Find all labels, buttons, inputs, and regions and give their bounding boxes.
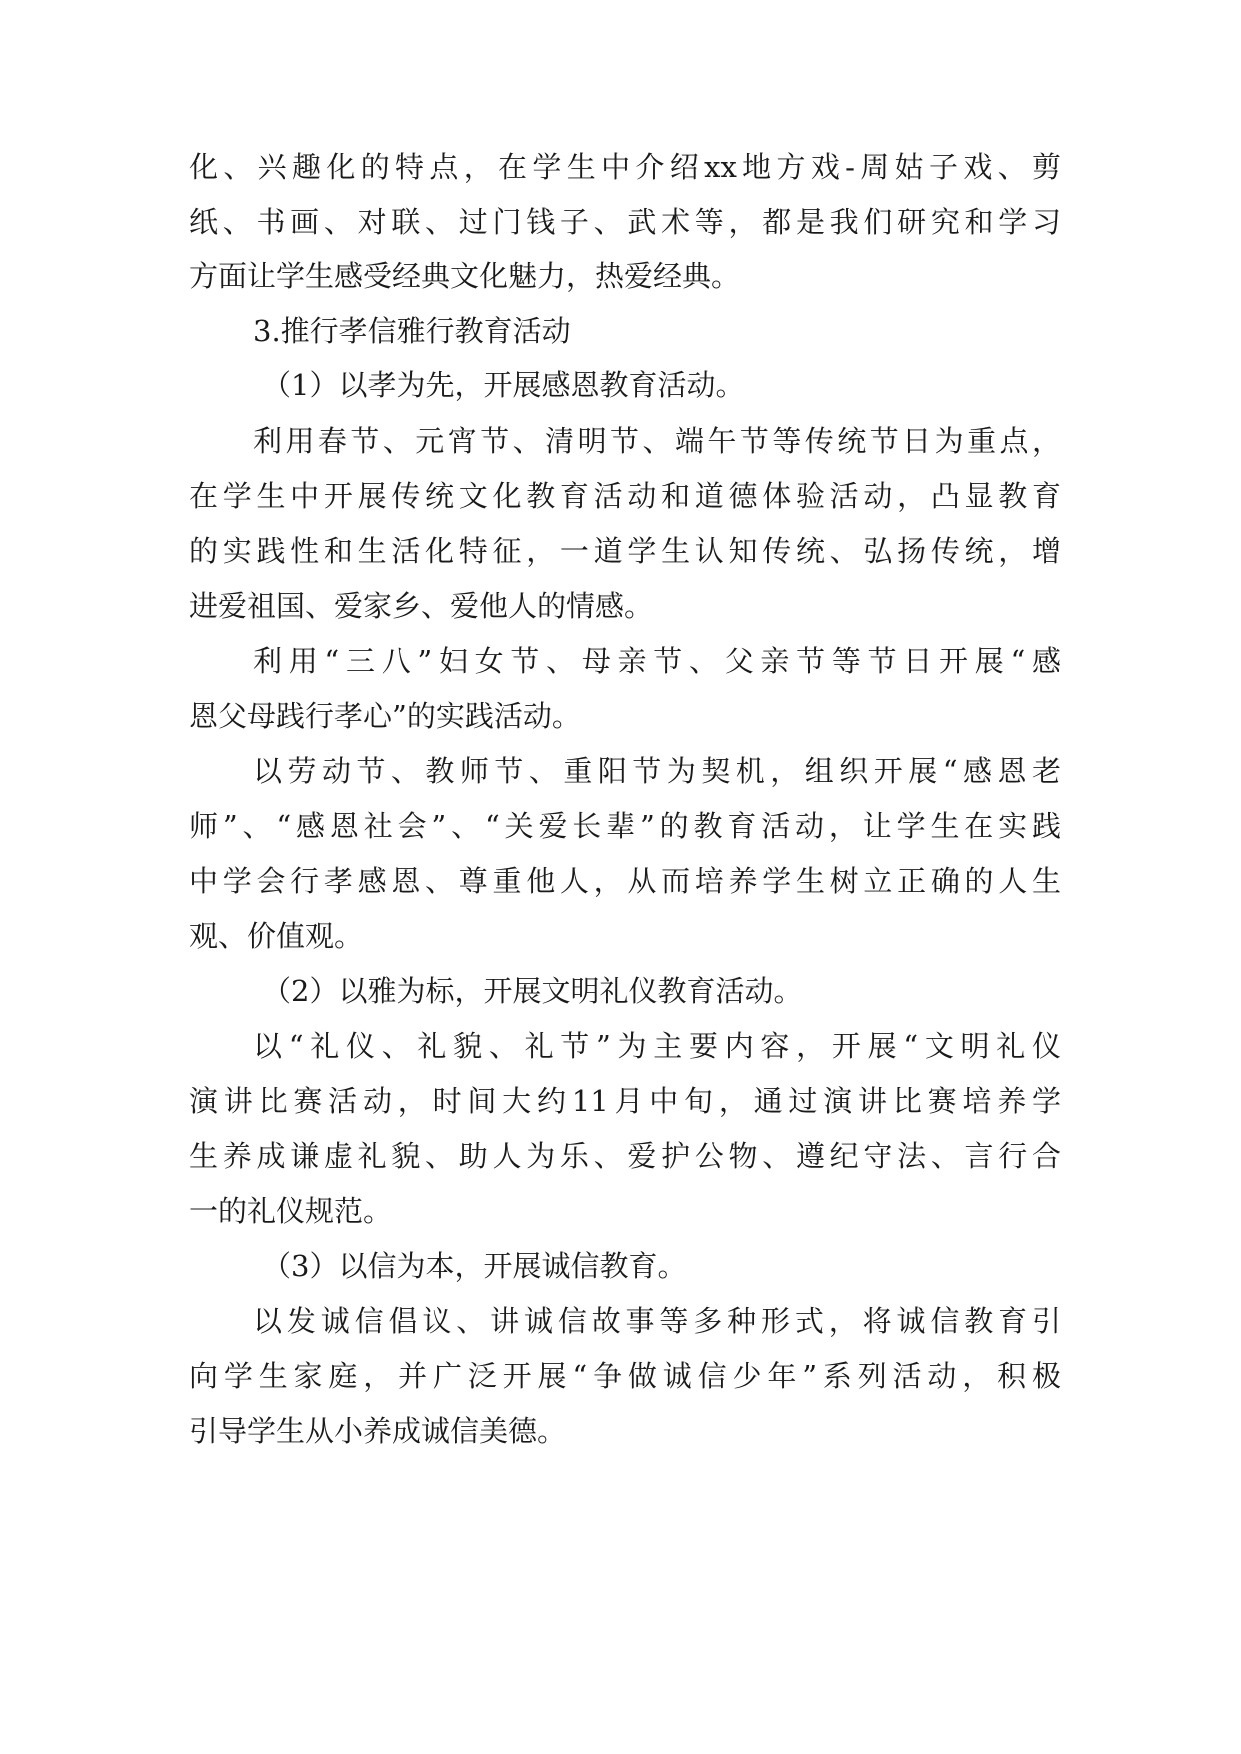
text-line: 观、价值观。 bbox=[189, 919, 364, 953]
text-line: 进爱祖国、爱家乡、爱他人的情感。 bbox=[189, 589, 654, 623]
text-line: 利用春节、元宵节、清明节、端午节等传统节日为重点， bbox=[253, 424, 1061, 458]
subsection-heading: （3）以信为本，开展诚信教育。 bbox=[262, 1249, 687, 1283]
text-line: 引导学生从小养成诚信美德。 bbox=[189, 1414, 567, 1448]
text-line: 以劳动节、教师节、重阳节为契机，组织开展“感恩老 bbox=[253, 754, 1061, 788]
text-line: 恩父母践行孝心”的实践活动。 bbox=[189, 699, 581, 733]
text-line: 以发诚信倡议、讲诚信故事等多种形式，将诚信教育引 bbox=[253, 1304, 1061, 1338]
section-heading: 3.推行孝信雅行教育活动 bbox=[253, 314, 571, 348]
text-line: 师”、“感恩社会”、“关爱长辈”的教育活动，让学生在实践 bbox=[189, 809, 1061, 843]
text-line: 演讲比赛活动，时间大约11月中旬，通过演讲比赛培养学 bbox=[189, 1084, 1061, 1118]
text-line: 向学生家庭，并广泛开展“争做诚信少年”系列活动，积极 bbox=[189, 1359, 1061, 1393]
text-line: 中学会行孝感恩、尊重他人，从而培养学生树立正确的人生 bbox=[189, 864, 1061, 898]
text-line: 化、兴趣化的特点，在学生中介绍xx地方戏-周姑子戏、剪 bbox=[189, 150, 1061, 184]
text-line: 以“礼仪、礼貌、礼节”为主要内容，开展“文明礼仪 bbox=[253, 1029, 1061, 1063]
subsection-heading: （2）以雅为标，开展文明礼仪教育活动。 bbox=[262, 974, 803, 1008]
text-line: 纸、书画、对联、过门钱子、武术等，都是我们研究和学习 bbox=[189, 205, 1061, 239]
text-line: 一的礼仪规范。 bbox=[189, 1194, 393, 1228]
text-line: 的实践性和生活化特征，一道学生认知传统、弘扬传统，增 bbox=[189, 534, 1061, 568]
text-line: 生养成谦虚礼貌、助人为乐、爱护公物、遵纪守法、言行合 bbox=[189, 1139, 1061, 1173]
text-line: 在学生中开展传统文化教育活动和道德体验活动，凸显教育 bbox=[189, 479, 1061, 513]
text-line: 方面让学生感受经典文化魅力，热爱经典。 bbox=[189, 259, 741, 293]
subsection-heading: （1）以孝为先，开展感恩教育活动。 bbox=[262, 368, 745, 402]
text-line: 利用“三八”妇女节、母亲节、父亲节等节日开展“感 bbox=[253, 644, 1061, 678]
